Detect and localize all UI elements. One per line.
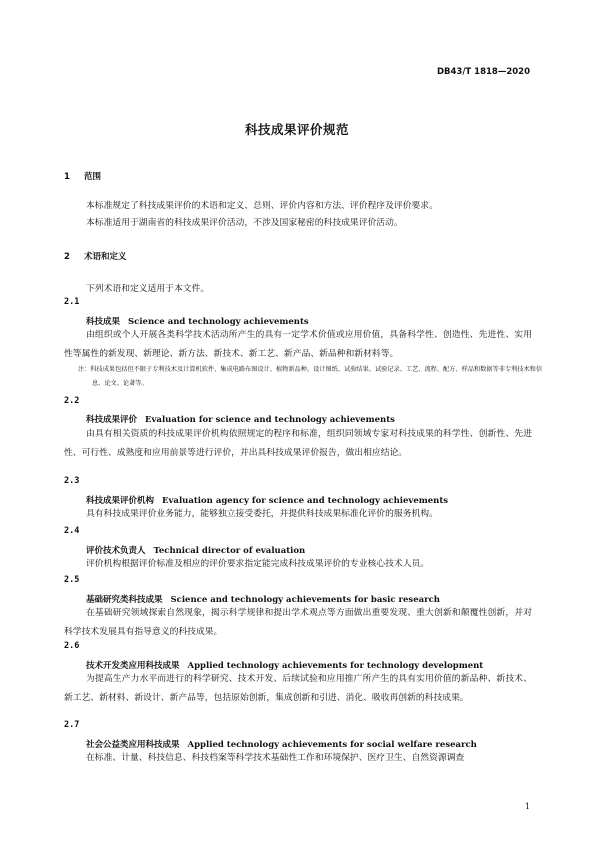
term-number: 2.6 <box>64 641 80 651</box>
term-heading <box>86 413 395 425</box>
term-definition: 评价机构根据评价标准及相应的评价要求指定能完成科技成果评价的专业核心技术人员。 <box>86 559 430 569</box>
term-definition: 具有科技成果评价业务能力，能够独立接受委托，并提供科技成果标准化评价的服务机构。 <box>86 509 438 519</box>
term-en: Evaluation agency for science and technology achievements <box>162 496 449 506</box>
term-cn: 社会公益类应用科技成果 <box>86 740 180 750</box>
term-cn: 评价技术负责人 <box>86 546 146 556</box>
term-number: 2.3 <box>64 476 80 486</box>
term-cn: 科技成果评价 <box>86 415 138 425</box>
terms-intro: 下列术语和定义适用于本文件。 <box>86 284 210 294</box>
term-cn: 技术开发类应用科技成果 <box>86 661 180 671</box>
term-en: Science and technology achievements <box>128 317 309 327</box>
term-en: Evaluation for science and technology achievements <box>145 415 395 425</box>
term-definition: 在标准、计量、科技信息、科技档案等科学技术基础性工作和环境保护、医疗卫生、自然资源调查 <box>86 753 465 763</box>
page-number: 1 <box>524 802 530 811</box>
term-cn: 科技成果评价机构 <box>86 496 155 506</box>
term-en: Applied technology achievements for technology development <box>187 661 484 671</box>
term-number: 2.2 <box>64 396 80 406</box>
document-title: 科技成果评价规范 <box>244 122 349 137</box>
term-definition: 由具有相关资质的科技成果评价机构依照规定的程序和标准，组织同领域专家对科技成果的科学性、创新性、先进性、可行性、成熟度和应用前景等进行评价，并出具科技成果评价报告，做出相应结论。 <box>64 429 532 458</box>
term-number: 2.5 <box>64 575 80 585</box>
section-heading-terms <box>64 250 126 262</box>
term-en: Science and technology achievements for basic research <box>170 595 440 605</box>
section-heading-scope <box>64 170 101 182</box>
term-definition: 为提高生产力水平而进行的科学研究、技术开发、后续试验和应用推广所产生的具有实用价值的新品种、新技术、新工艺、新材料、新设计、新产品等，包括原始创新，集成创新和引进、消化、吸收再创新的科技成果。 <box>64 674 532 703</box>
standard-code: DB43/T 1818—2020 <box>436 67 530 77</box>
scope-paragraph-1: 本标准规定了科技成果评价的术语和定义、总则、评价内容和方法、评价程序及评价要求。 <box>86 201 438 211</box>
term-note: 注：科技成果包括但不限于专利技术及计算机软件、集成电路布图设计、植物新品种、设计图纸、试验结果、试验记录、工艺、流程、配方、样品和数据等非专利技术和信息、论文、论著等。 <box>78 366 543 387</box>
term-definition: 由组织或个人开展各类科学技术活动所产生的具有一定学术价值或应用价值，具备科学性、创造性、先进性、实用性等属性的新发现、新理论、新方法、新技术、新工艺、新产品、新品种和新材料等。 <box>64 330 532 359</box>
term-cn: 科技成果 <box>86 317 121 327</box>
section-title: 术语和定义 <box>83 252 127 262</box>
scope-paragraph-2: 本标准适用于湖南省的科技成果评价活动，不涉及国家秘密的科技成果评价活动。 <box>86 218 403 228</box>
section-number: 1 <box>64 172 70 182</box>
term-number: 2.7 <box>64 720 80 730</box>
term-definition: 在基础研究领域探索自然现象，揭示科学规律和提出学术观点等方面做出重要发现、重大创新和颠覆性创新，并对科学技术发展具有指导意义的科技成果。 <box>64 608 532 637</box>
term-en: Technical director of evaluation <box>153 546 306 556</box>
section-number: 2 <box>64 252 70 262</box>
term-cn: 基础研究类科技成果 <box>86 595 163 605</box>
term-en: Applied technology achievements for social welfare research <box>187 740 477 750</box>
term-number: 2.1 <box>64 297 80 307</box>
term-number: 2.4 <box>64 526 80 536</box>
section-title: 范围 <box>83 172 101 182</box>
